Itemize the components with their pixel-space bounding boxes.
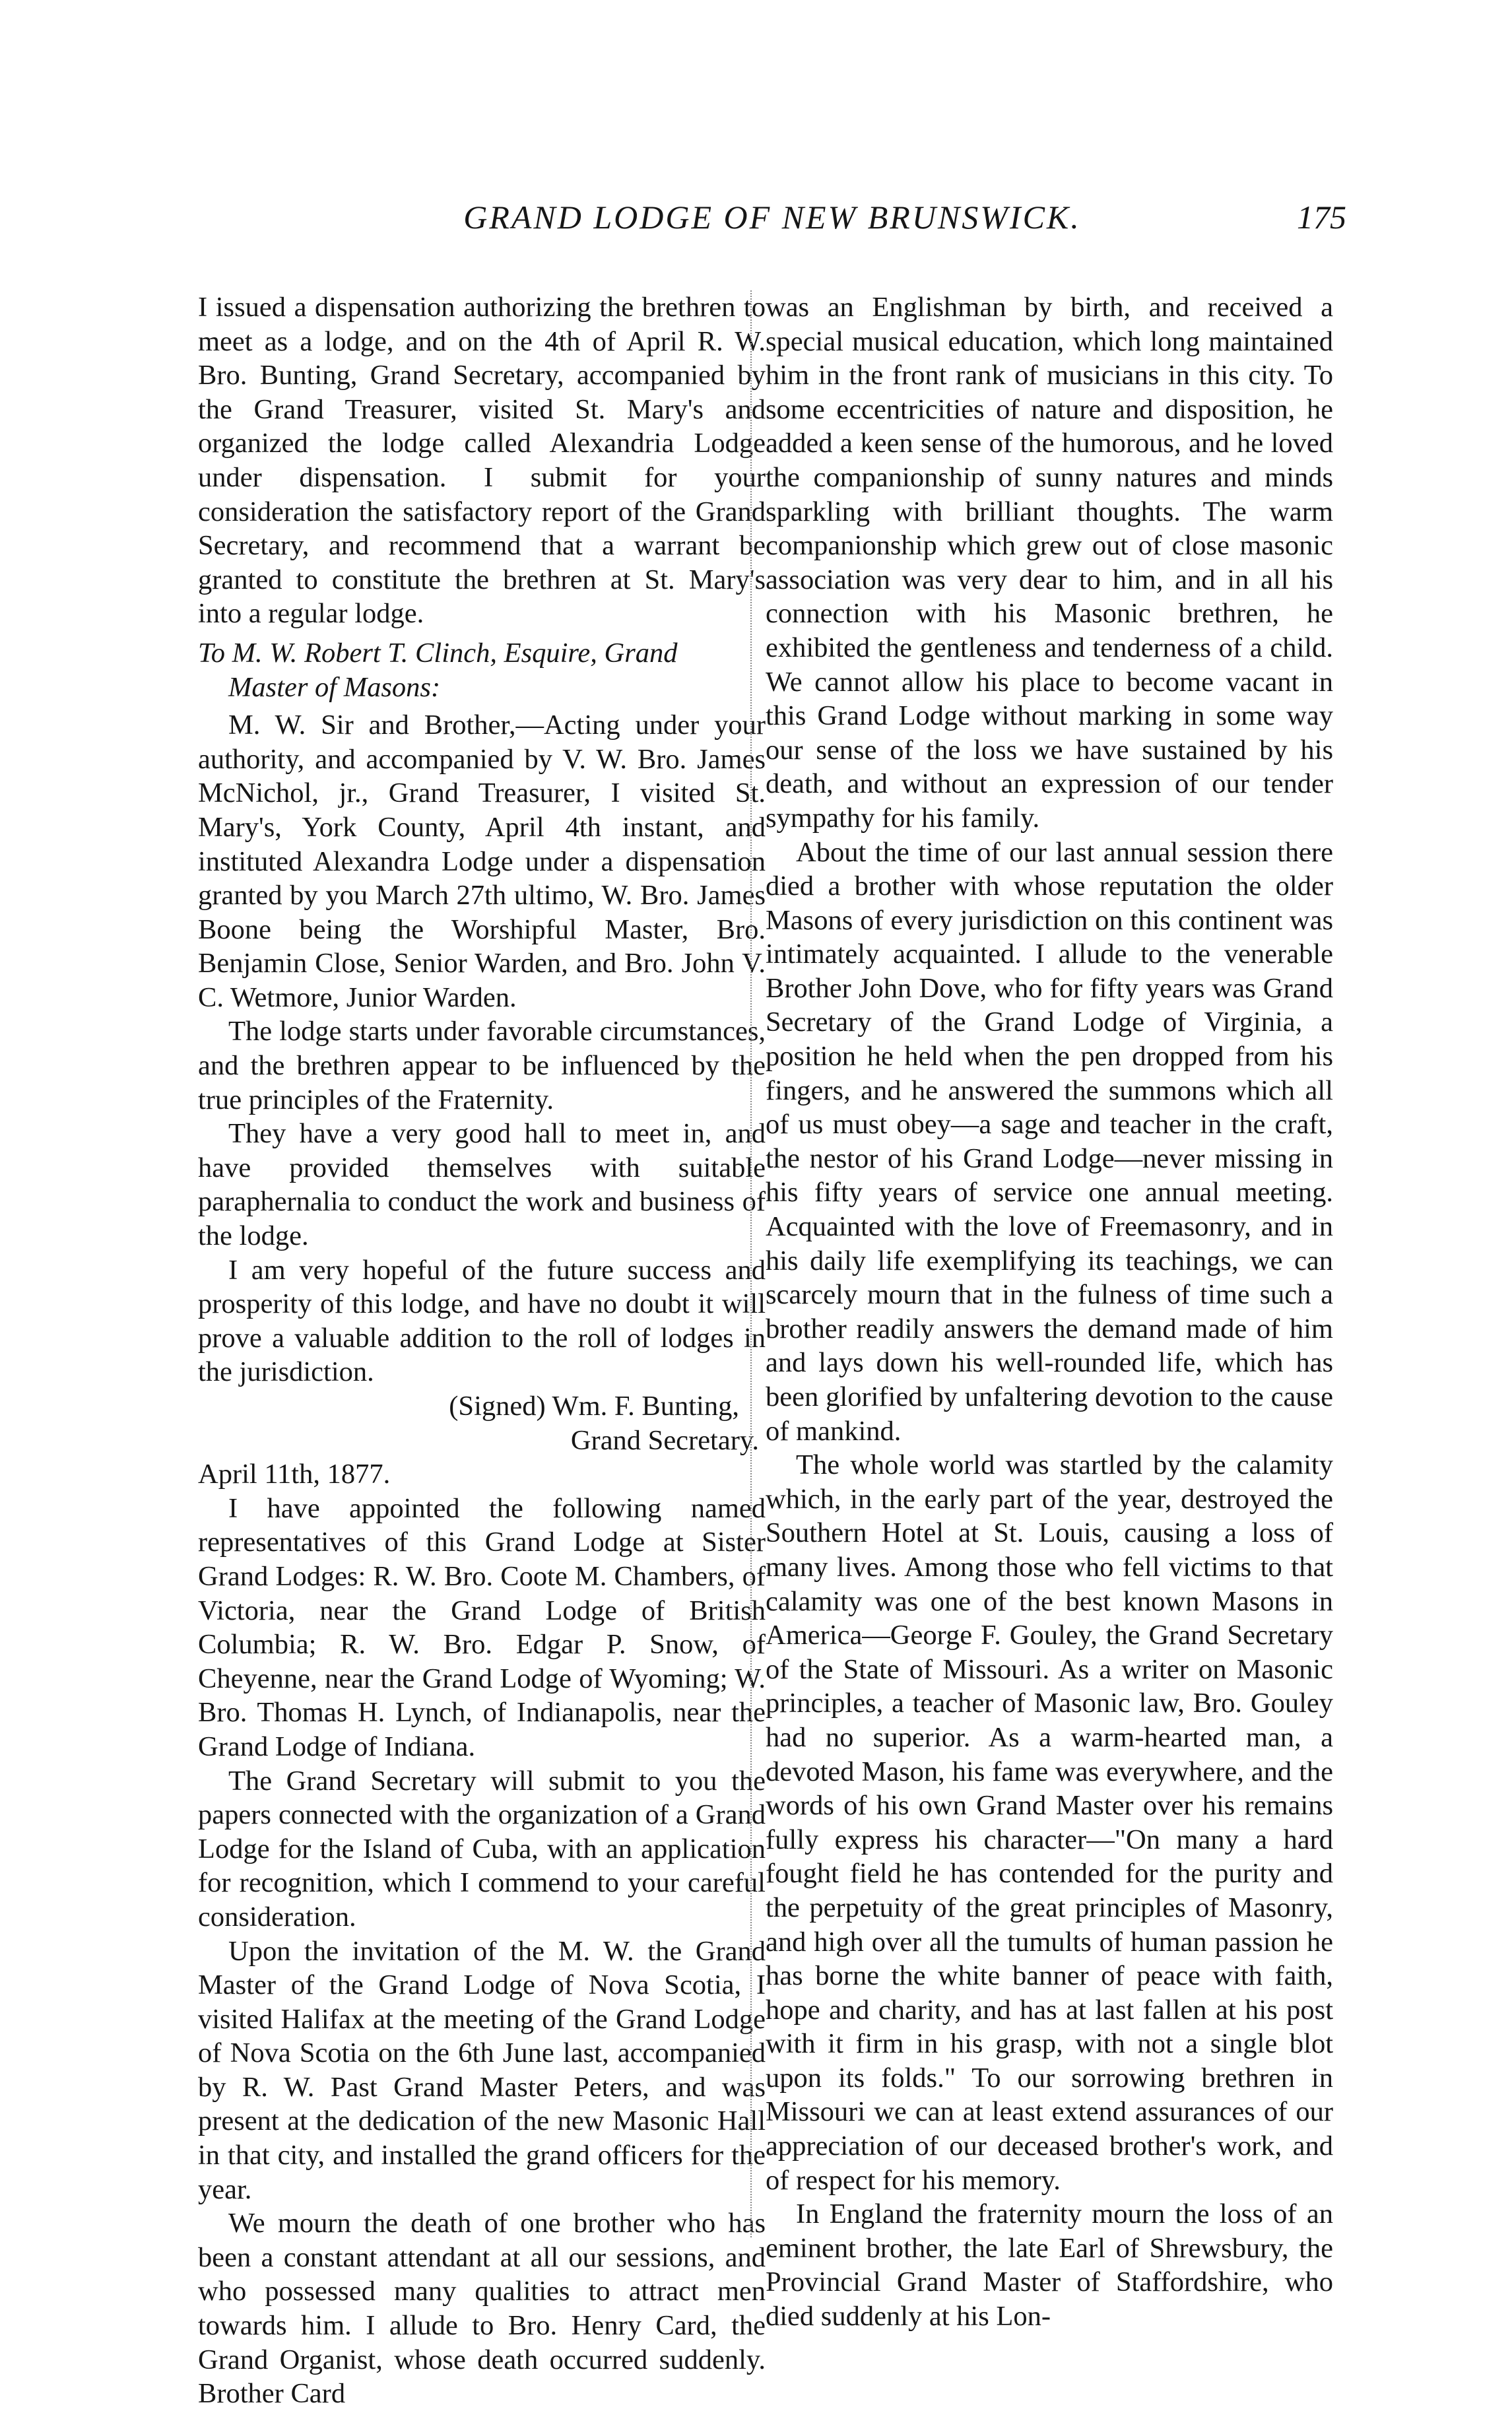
page-header (198, 198, 1346, 244)
page-number: 175 (1297, 199, 1346, 236)
address-line: Master of Masons: (228, 671, 441, 703)
paragraph: We mourn the death of one brother who has been a constant attendant at all our sessions, and who possessed many qualities to attract men towards him. I allude to Bro. Henry Card, the Grand Organist, whose death occurred suddenly. Brother Card (198, 2208, 766, 2410)
paragraph: Upon the invitation of the M. W. the Grand Master of the Grand Lodge of Nova Scotia, I visited Halifax at the meeting of the Grand Lodge of Nova Scotia on the 6th June last, accompanied by R. W. Past Grand Master Peters, and was present at the dedication of the new Masonic Hall in that city, and installed the grand officers for the year. (198, 1935, 766, 2205)
letter-address (198, 636, 766, 704)
paragraph: They have a very good hall to meet in, and have provided themselves with suitable paraphernalia to conduct the work and business of the lodge. (198, 1118, 766, 1252)
paragraph: The lodge starts under favorable circumstances, and the brethren appear to be influenced by the true principles of the Fraternity. (198, 1016, 766, 1115)
running-title: GRAND LODGE OF NEW BRUNSWICK. (463, 199, 1081, 236)
letter-date: April 11th, 1877. (198, 1459, 391, 1490)
paragraph: M. W. Sir and Brother,—Acting under your authority, and accompanied by V. W. Bro. James McNichol, jr., Grand Treasurer, I visited St. Mary's, York County, April 4th instant, and instituted Alexandra Lodge under a dispensation granted by you March 27th ultimo, W. Bro. James Boone being the Worshipful Master, Bro. Benjamin Close, Senior Warden, and Bro. John V. C. Wetmore, Junior Warden. (198, 710, 766, 1013)
signature-line: (Signed) Wm. F. Bunting, (449, 1391, 739, 1422)
address-line: To M. W. Robert T. Clinch, Esquire, Grand (198, 637, 678, 669)
paragraph: The whole world was startled by the calamity which, in the early part of the year, destroyed the Southern Hotel at St. Louis, causing a loss of many lives. Among those who fell victims to that calamity was one of the best known Masons in America—George F. Gouley, the Grand Secretary of the State of Missouri. As a writer on Masonic principles, a teacher of Masonic law, Bro. Gouley had no superior. As a warm-hearted man, a devoted Mason, his fame was everywhere, and the words of his own Grand Master over his remains fully express his character—"On many a hard fought field he has contended for the purity and the perpetuity of the great principles of Masonry, and high over all the tumults of human passion he has borne the white banner of peace with faith, hope and charity, and has at last fallen at his post with it firm in his grasp, with not a single blot upon its folds." To our sorrowing brethren in Missouri we can at least extend assurances of our appreciation of our deceased brother's work, and of respect for his memory. (766, 1449, 1333, 2196)
paragraph: About the time of our last annual session there died a brother with whose reputation the older Masons of every jurisdiction on this continent was intimately acquainted. I allude to the venerable Brother John Dove, who for fifty years was Grand Secretary of the Grand Lodge of Virginia, a position he held when the pen dropped from his fingers, and he answered the summons which all of us must obey—a sage and teacher in the craft, the nestor of his Grand Lodge—never missing in his fifty years of service one annual meeting. Acquainted with the love of Freemasonry, and in his daily life exemplifying its teachings, we can scarcely mourn that in the fulness of time such a brother readily answers the demand made of him and lays down his well-rounded life, which has been glorified by unfaltering devotion to the cause of mankind. (766, 836, 1333, 1447)
paragraph: The Grand Secretary will submit to you the papers connected with the organization of a Grand Lodge for the Island of Cuba, with an application for recognition, which I commend to your careful consideration. (198, 1765, 766, 1932)
signature-title: Grand Secretary. (570, 1424, 759, 1456)
paragraph: was an Englishman by birth, and received a special musical education, which long maintained him in the front rank of musicians in this city. To some eccentricities of nature and disposition, he added a keen sense of the humorous, and he loved the companionship of sunny natures and minds sparkling with brilliant thoughts. The warm companionship which grew out of close masonic association was very dear to him, and in all his connection with his Masonic brethren, he exhibited the gentleness and tenderness of a child. We cannot allow his place to become vacant in this Grand Lodge without marking in some way our sense of the loss we have sustained by his death, and without an expression of our tender sympathy for his family. (766, 292, 1333, 834)
right-column (766, 290, 1333, 2334)
left-column (198, 290, 766, 2411)
paragraph: In England the fraternity mourn the loss of an eminent brother, the late Earl of Shrewsbury, the Provincial Grand Master of Staffordshire, who died suddenly at his Lon- (766, 2198, 1333, 2332)
paragraph: I am very hopeful of the future success and prosperity of this lodge, and have no doubt it will prove a valuable addition to the roll of lodges in the jurisdiction. (198, 1254, 766, 1388)
paragraph: I have appointed the following named representatives of this Grand Lodge at Sister Grand Lodges: R. W. Bro. Coote M. Chambers, of Victoria, near the Grand Lodge of British Columbia; R. W. Bro. Edgar P. Snow, of Cheyenne, near the Grand Lodge of Wyoming; W. Bro. Thomas H. Lynch, of Indianapolis, near the Grand Lodge of Indiana. (198, 1492, 766, 1762)
column-divider (750, 290, 752, 2237)
paragraph: I issued a dispensation authorizing the brethren to meet as a lodge, and on the 4th of April R. W. Bro. Bunting, Grand Secretary, accompanied by the Grand Treasurer, visited St. Mary's and organized the lodge called Alexandria Lodge under dispensation. I submit for your consideration the satisfactory report of the Grand Secretary, and recommend that a warrant be granted to constitute the brethren at St. Mary's into a regular lodge. (198, 292, 766, 630)
